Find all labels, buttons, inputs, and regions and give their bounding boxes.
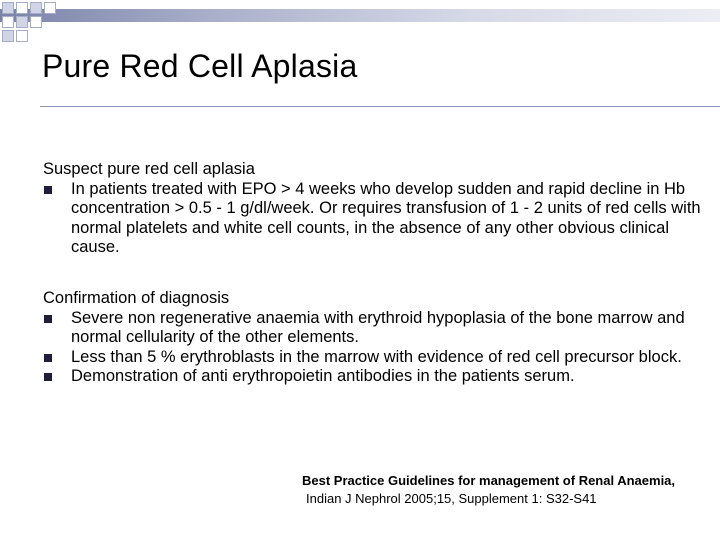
list-item	[43, 367, 703, 387]
title-divider	[40, 106, 720, 107]
bullet-text: In patients treated with EPO > 4 weeks who develop sudden and rapid decline in Hb concentration > 0.5 - 1 g/dl/week. Or requires transfusion of 1 - 2 units of red cells with normal platelets and white cell counts, in the absence of any other obvious clinical cause.	[71, 179, 701, 256]
square-bullet-icon	[44, 315, 52, 323]
section-suspect	[43, 160, 703, 258]
header-gradient-bar	[0, 9, 720, 22]
section-heading: Confirmation of diagnosis	[43, 289, 230, 307]
bullet-text: Less than 5 % erythroblasts in the marrow with evidence of red cell precursor block.	[71, 347, 682, 366]
bullet-list	[43, 309, 703, 387]
bullet-text: Demonstration of anti erythropoietin antibodies in the patients serum.	[71, 367, 575, 385]
square-bullet-icon	[44, 186, 52, 194]
decor-square	[30, 2, 42, 14]
slide-title: Pure Red Cell Aplasia	[42, 48, 358, 84]
decor-square	[16, 2, 28, 14]
reference-title: Best Practice Guidelines for management of Renal Anaemia,	[302, 473, 676, 488]
reference-source: Indian J Nephrol 2005;15, Supplement 1: S32-S41	[306, 491, 597, 506]
square-bullet-icon	[44, 373, 52, 381]
decor-square	[30, 16, 42, 28]
reference-citation	[302, 472, 675, 508]
decor-square	[16, 30, 28, 42]
decor-square	[2, 2, 14, 14]
section-confirmation	[43, 289, 703, 387]
decor-square	[16, 16, 28, 28]
section-heading: Suspect pure red cell aplasia	[43, 160, 255, 178]
list-item	[43, 309, 703, 348]
decor-square	[2, 16, 14, 28]
bullet-list	[43, 180, 703, 258]
list-item	[43, 348, 703, 368]
bullet-text: Severe non regenerative anaemia with erythroid hypoplasia of the bone marrow and normal cellularity of the other elements.	[71, 308, 685, 346]
decor-square	[2, 30, 14, 42]
list-item	[43, 180, 703, 258]
decor-square	[44, 2, 56, 14]
square-bullet-icon	[44, 354, 52, 362]
